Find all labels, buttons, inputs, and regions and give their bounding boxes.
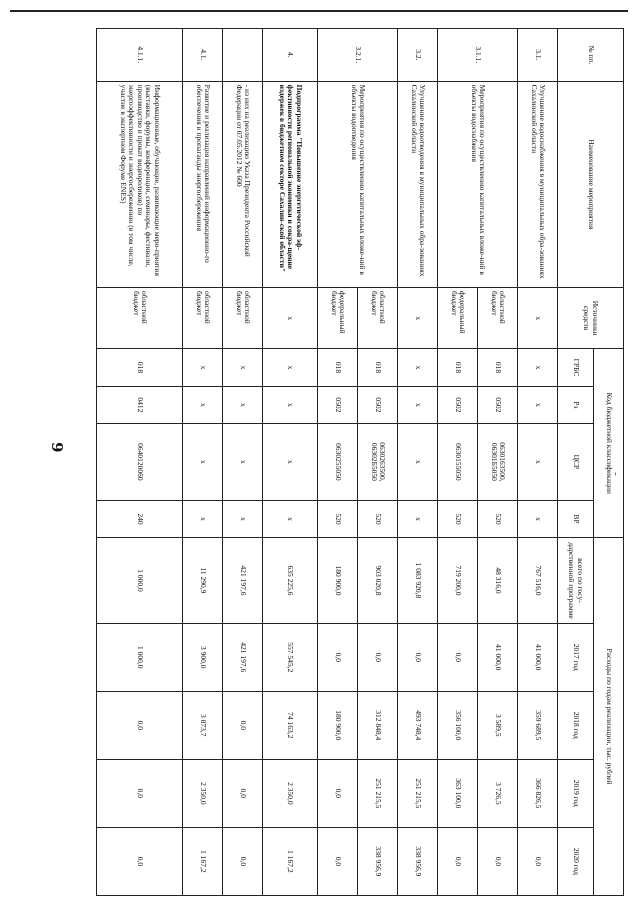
y2020-cell: 0,0 (223, 827, 263, 895)
y2018-cell: 3 873,7 (183, 691, 223, 759)
top-rule (10, 10, 628, 12)
grbs-cell: х (398, 349, 438, 386)
vr-cell: х (263, 500, 318, 537)
total-cell: 1 083 920,8 (398, 538, 438, 624)
csr-cell: 0640120060 (97, 424, 183, 501)
grbs-cell: х (183, 349, 223, 386)
grbs-cell: 018 (318, 349, 358, 386)
csr-cell: х (398, 424, 438, 501)
y2020-cell: 1 167,2 (183, 827, 223, 895)
activity-name-cell: - из них на реализацию Указа Президента Российской Федерации от 07.05.2012 № 600 (223, 81, 263, 287)
rz-cell: 0412 (97, 386, 183, 423)
y2020-cell: 338 956,9 (358, 827, 398, 895)
header-2017: 2017 год (558, 623, 594, 691)
total-cell: 421 197,6 (223, 538, 263, 624)
y2018-cell: 359 689,5 (518, 691, 558, 759)
table-row (97, 29, 183, 896)
row-number-cell (223, 29, 263, 82)
csr-cell: 0630155050 (438, 424, 478, 501)
y2020-cell: 0,0 (97, 827, 183, 895)
vr-cell: 520 (358, 500, 398, 537)
vr-cell: х (183, 500, 223, 537)
total-cell: 180 900,0 (318, 538, 358, 624)
y2018-cell: 0,0 (97, 691, 183, 759)
y2017-cell: 0,0 (358, 623, 398, 691)
margin-mark: ' (614, 472, 617, 483)
source-cell: областной бюджет (478, 287, 518, 348)
y2019-cell: 0,0 (97, 759, 183, 827)
y2019-cell: 3 726,5 (478, 759, 518, 827)
rz-cell: 0502 (438, 386, 478, 423)
y2019-cell: 2 350,0 (263, 759, 318, 827)
y2018-cell: 493 748,4 (398, 691, 438, 759)
table-row (358, 29, 398, 896)
row-number-cell: 3.1. (518, 29, 558, 82)
y2017-cell: 41 000,0 (478, 623, 518, 691)
source-cell: х (398, 287, 438, 348)
rz-cell: х (263, 386, 318, 423)
vr-cell: 520 (478, 500, 518, 537)
source-cell: областной бюджет (358, 287, 398, 348)
header-csr: ЦСР (558, 424, 594, 501)
page-number: 9 (48, 442, 66, 453)
y2017-cell: 0,0 (318, 623, 358, 691)
budget-table (96, 28, 624, 896)
vr-cell: х (223, 500, 263, 537)
table-row (263, 29, 318, 896)
rz-cell: 0502 (478, 386, 518, 423)
row-number-cell: 4.1.1. (97, 29, 183, 82)
grbs-cell: 018 (478, 349, 518, 386)
source-cell: областной бюджет (183, 287, 223, 348)
header-vr: ВР (558, 500, 594, 537)
y2019-cell: 0,0 (318, 759, 358, 827)
grbs-cell: 018 (97, 349, 183, 386)
rotated-table-container (96, 28, 624, 896)
y2019-cell: 2 350,0 (183, 759, 223, 827)
y2020-cell: 0,0 (318, 827, 358, 895)
table-row (398, 29, 438, 896)
table-row (478, 29, 518, 896)
csr-cell: 0630163500, 06301Б5050 (478, 424, 518, 501)
header-num: № пп. (558, 29, 624, 82)
header-total: всего по госу-дарственной программе (558, 538, 594, 624)
total-cell: 767 516,0 (518, 538, 558, 624)
y2018-cell: 180 900,0 (318, 691, 358, 759)
table-body (97, 29, 558, 896)
activity-name-cell: Улучшение водоотведения в муниципальных обра-зованиях Сахалинской области (398, 81, 438, 287)
table-row (518, 29, 558, 896)
csr-cell: х (518, 424, 558, 501)
row-number-cell: 3.2.1. (318, 29, 398, 82)
grbs-cell: х (518, 349, 558, 386)
y2017-cell: 3 900,0 (183, 623, 223, 691)
y2018-cell: 0,0 (223, 691, 263, 759)
rz-cell: 0502 (358, 386, 398, 423)
header-expenses-group: Расходы по годам реализации, тыс. рублей (594, 538, 624, 896)
table-row (223, 29, 263, 896)
header-2019: 2019 год (558, 759, 594, 827)
source-cell: х (263, 287, 318, 348)
source-cell: федеральный бюджет (318, 287, 358, 348)
row-number-cell: 4.1. (183, 29, 223, 82)
grbs-cell: 018 (438, 349, 478, 386)
csr-cell: х (183, 424, 223, 501)
header-budget-group: Код бюджетной классификации (594, 349, 624, 538)
header-source: Источники средств (558, 287, 624, 348)
rz-cell: х (518, 386, 558, 423)
y2020-cell: 338 956,9 (398, 827, 438, 895)
rz-cell: х (223, 386, 263, 423)
header-2018: 2018 год (558, 691, 594, 759)
vr-cell: 240 (97, 500, 183, 537)
y2019-cell: 251 215,5 (358, 759, 398, 827)
csr-cell: 0630263500, 06302Б5050 (358, 424, 398, 501)
header-2020: 2020 год (558, 827, 594, 895)
rz-cell: х (398, 386, 438, 423)
y2020-cell: 0,0 (478, 827, 518, 895)
csr-cell: х (263, 424, 318, 501)
y2017-cell: 0,0 (438, 623, 478, 691)
row-number-cell: 3.2. (398, 29, 438, 82)
grbs-cell: х (263, 349, 318, 386)
header-rz: Рз (558, 386, 594, 423)
y2020-cell: 0,0 (438, 827, 478, 895)
rz-cell: 0502 (318, 386, 358, 423)
vr-cell: х (518, 500, 558, 537)
y2017-cell: 0,0 (398, 623, 438, 691)
source-cell: областной бюджет (97, 287, 183, 348)
source-cell: х (518, 287, 558, 348)
header-grbs: ГРБС (558, 349, 594, 386)
y2017-cell: 421 197,6 (223, 623, 263, 691)
vr-cell: 520 (438, 500, 478, 537)
y2019-cell: 363 100,0 (438, 759, 478, 827)
rz-cell: х (183, 386, 223, 423)
csr-cell: х (223, 424, 263, 501)
source-cell: областной бюджет (223, 287, 263, 348)
total-cell: 11 290,9 (183, 538, 223, 624)
activity-name-cell: Развитие и реализация направлений информационно-го обеспечения и пропаганды энергосбережения (183, 81, 223, 287)
y2019-cell: 251 215,5 (398, 759, 438, 827)
y2018-cell: 74 163,2 (263, 691, 318, 759)
grbs-cell: х (223, 349, 263, 386)
activity-name-cell: Информационные, обучающие, развивающие меро-приятия (выставки, форумы, конференции, семинары, фестивали, производство и прокат видеороликов) по энергоэффективности и энергосбережению (в том числе, участие в экспертном Форуме ENES) (97, 81, 183, 287)
total-cell: 903 020,8 (358, 538, 398, 624)
y2018-cell: 3 589,5 (478, 691, 518, 759)
y2017-cell: 557 545,2 (263, 623, 318, 691)
activity-name-cell: Мероприятия по осуществлению капитальных вложе-ний в объекты водоснабжения (438, 81, 518, 287)
y2018-cell: 312 848,4 (358, 691, 398, 759)
total-cell: 635 225,6 (263, 538, 318, 624)
grbs-cell: 018 (358, 349, 398, 386)
vr-cell: х (398, 500, 438, 537)
y2020-cell: 0,0 (518, 827, 558, 895)
y2020-cell: 1 167,2 (263, 827, 318, 895)
vr-cell: 520 (318, 500, 358, 537)
total-cell: 1 000,0 (97, 538, 183, 624)
header-name: Наименование мероприятия (558, 81, 624, 287)
y2017-cell: 41 000,0 (518, 623, 558, 691)
table-row (183, 29, 223, 896)
y2017-cell: 1 000,0 (97, 623, 183, 691)
y2018-cell: 356 100,0 (438, 691, 478, 759)
row-number-cell: 4. (263, 29, 318, 82)
total-cell: 719 200,0 (438, 538, 478, 624)
y2019-cell: 0,0 (223, 759, 263, 827)
source-cell: федеральный бюджет (438, 287, 478, 348)
total-cell: 48 316,0 (478, 538, 518, 624)
row-number-cell: 3.1.1. (438, 29, 518, 82)
y2019-cell: 366 826,5 (518, 759, 558, 827)
activity-name-cell: Подпрограмма "Повышение энергетической эф-фективности региональной экономики и сокра-щение издержек в бюджетном секторе Сахалин-ской области" (263, 81, 318, 287)
activity-name-cell: Улучшение водоснабжения в муниципальных обра-зованиях Сахалинской области (518, 81, 558, 287)
activity-name-cell: Мероприятия по осуществлению капитальных вложе-ний в объекты водоотведения (318, 81, 398, 287)
csr-cell: 0630255050 (318, 424, 358, 501)
